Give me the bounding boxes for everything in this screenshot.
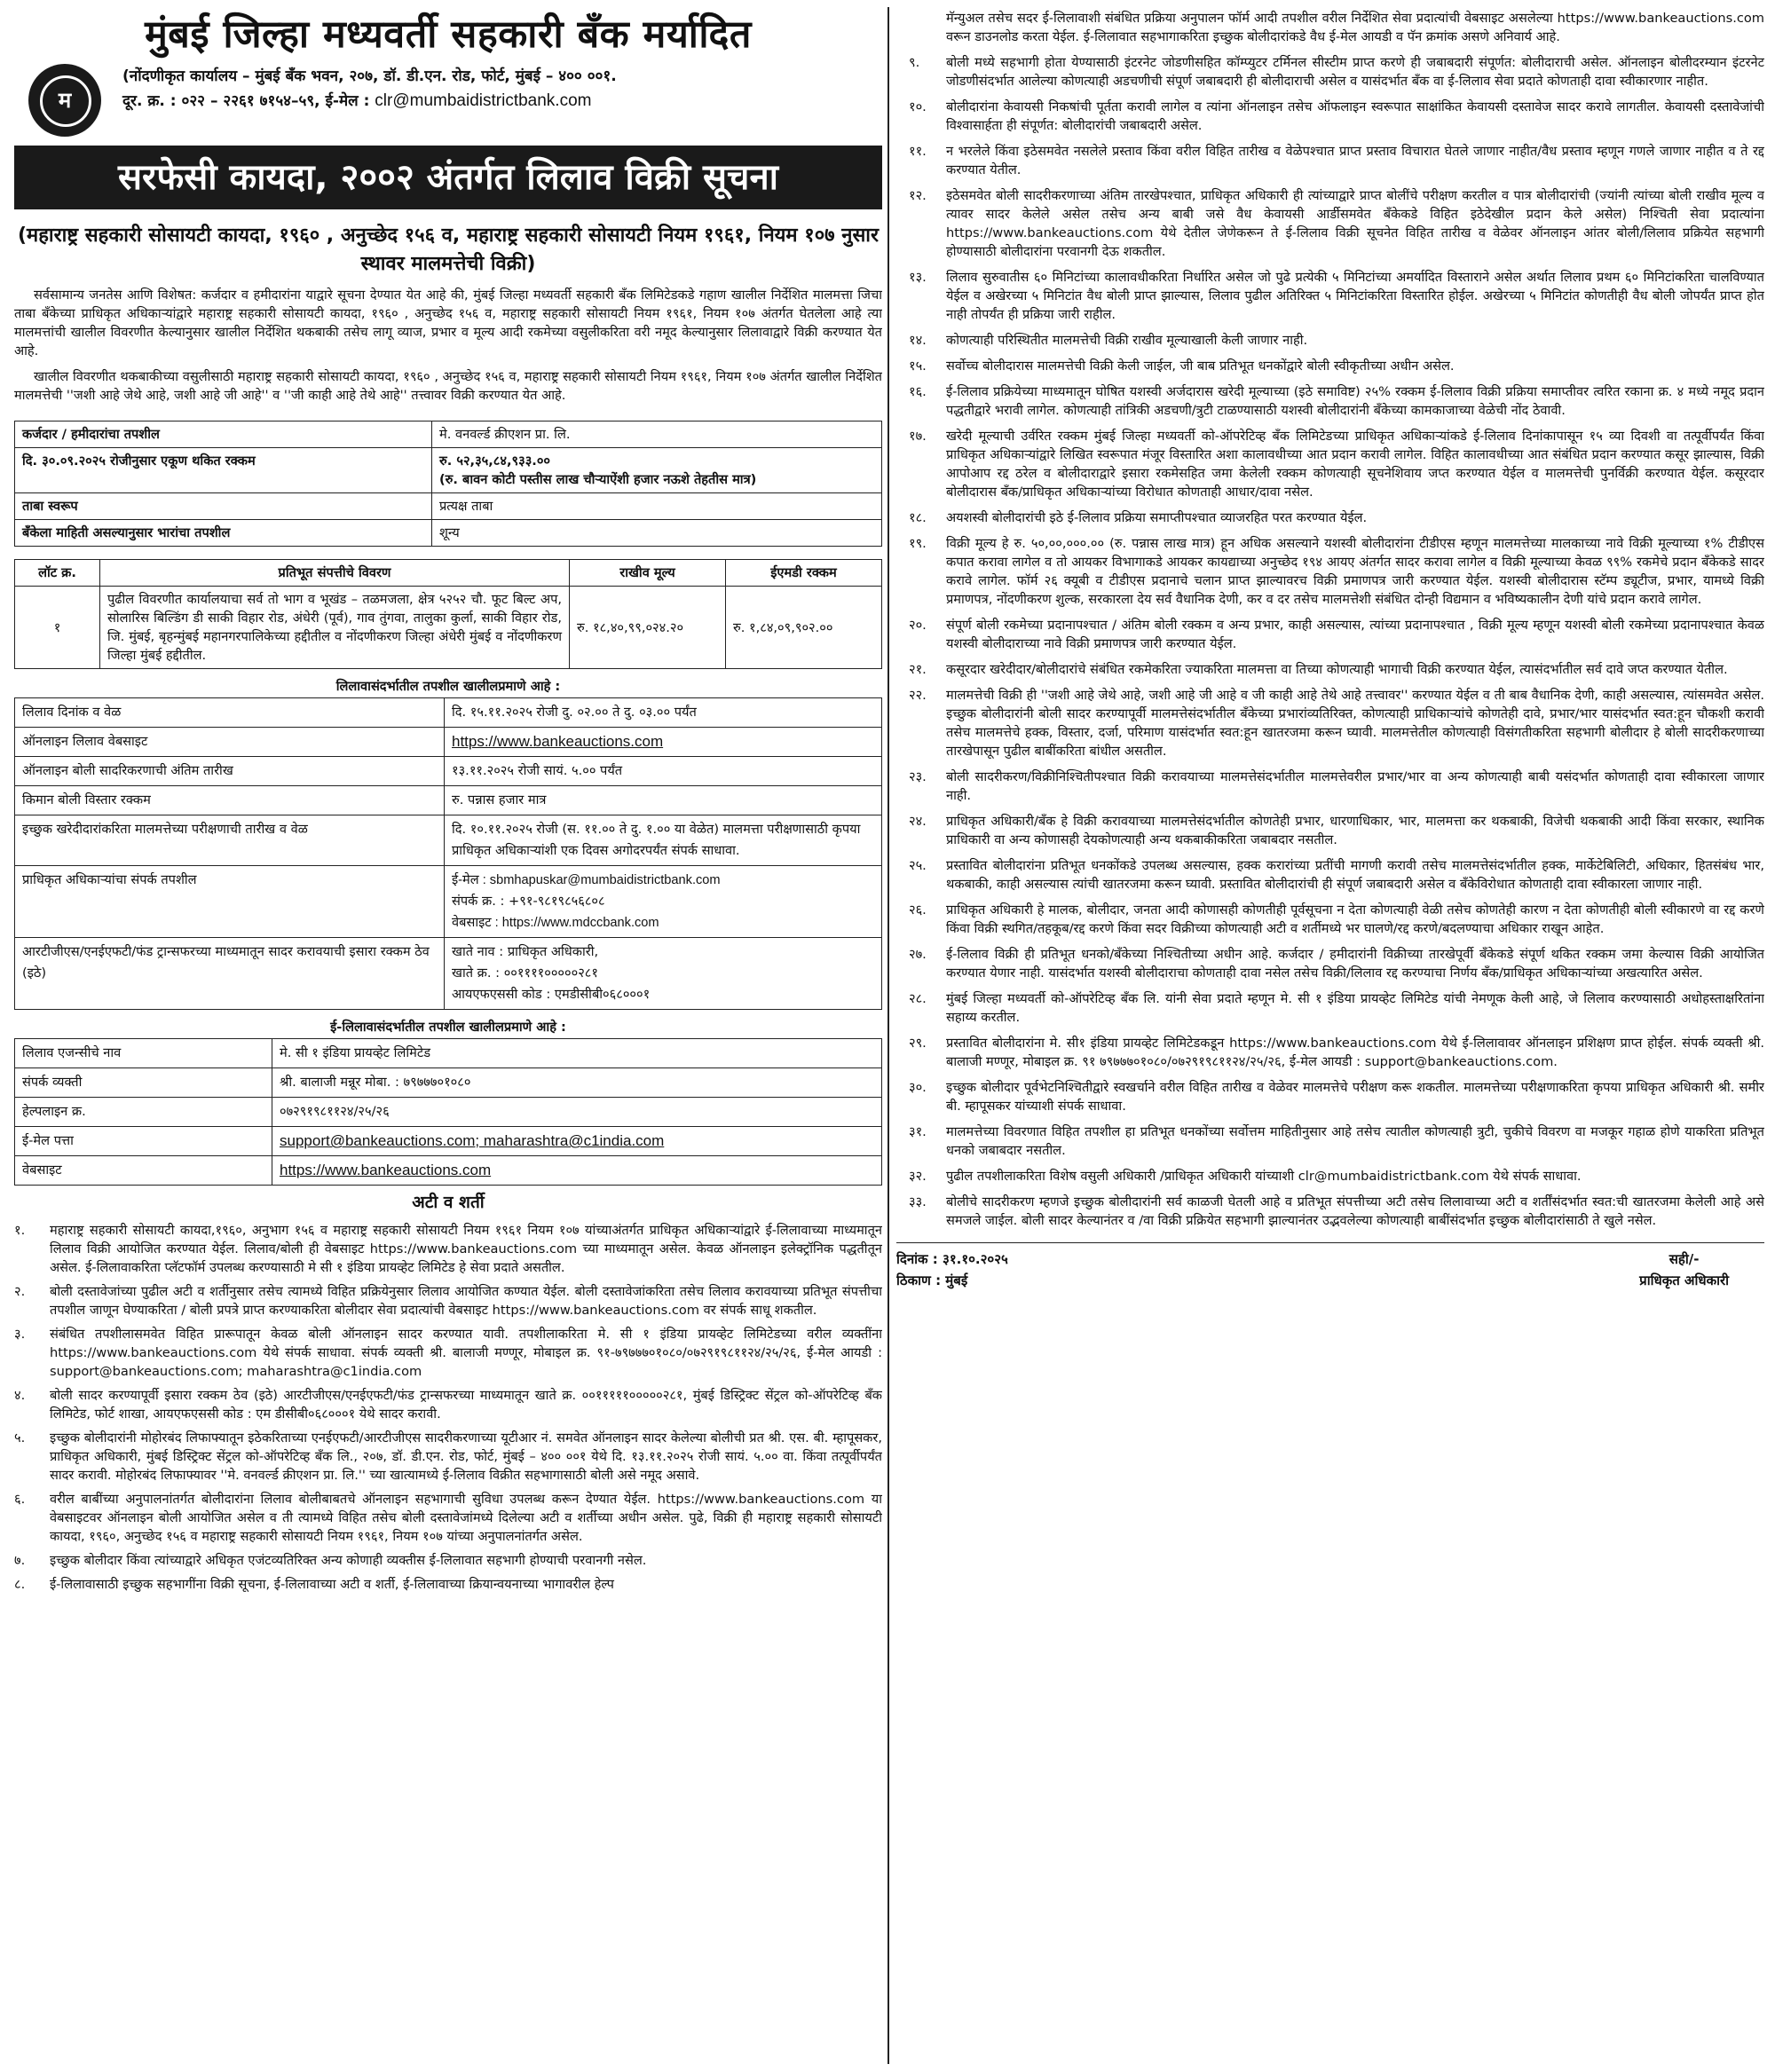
auction-value-cell xyxy=(445,815,882,866)
eauction-value: श्री. बालाजी मन्नूर मोबा. : ७९७७७०१०८० xyxy=(272,1068,882,1098)
borrower-value-words: (रु. बावन कोटी पस्तीस लाख चौऱ्याऐंशी हजार नऊशे तेहतीस मात्र) xyxy=(439,472,757,487)
term-number: १०. xyxy=(909,99,927,114)
auction-row xyxy=(15,757,882,786)
borrower-value-cell xyxy=(432,493,882,520)
contact-line xyxy=(122,89,617,114)
term-text: महाराष्ट्र सहकारी सोसायटी कायदा,१९६०, अनुभाग १५६ व महाराष्ट्र सहकारी सोसायटी नियम १९६१ नियम १०७ यांच्याअंतर्गत प्राधिकृत अधिकाऱ्यांद्वारे ई-लिलावाच्या माध्यमातून लिलाव विक्री आयोजित करण्यात येईल. लिलाव/बोली ही वेबसाइट https://www.bankeauctions.com च्या माध्यमातून असेल. केवळ ऑनलाइन इलेक्ट्रॉनिक पद्धतीतून असेल. ई-लिलावाकरिता प्लॅटफॉर्म उपलब्ध करण्यासाठी मे सी १ इंडिया प्रायव्हेट लिमिटेड हे सेवा प्रदाते असतील. xyxy=(50,1223,882,1275)
term-item xyxy=(896,382,1764,420)
term-text: प्रस्तावित बोलीदारांना प्रतिभूत धनकोंकडे उपलब्ध असल्यास, हक्क करारांच्या प्रतींची मागणी करावी तसेच मालमत्तेसंदर्भातील हक्क, मार्केटेबिलिटी, अधिकार, हितसंबंध भार, थकबाकी, काही असल्यास त्यांची खातरजमा करून घ्यावी. प्रस्तावित बोलीदारांची ही संपूर्ण जबाबदारी असेल व बँकेविरोधात कोणताही दावा स्वीकारला जाणार नाही. xyxy=(946,858,1764,892)
term-number: २३. xyxy=(909,769,927,784)
bank-email-link[interactable]: clr@mumbaidistrictbank.com xyxy=(375,91,592,110)
auction-label: किमान बोली विस्तार रक्कम xyxy=(15,786,445,815)
auction-row xyxy=(15,786,882,815)
term-item xyxy=(14,1490,882,1546)
term-number: ३३. xyxy=(909,1194,927,1209)
signature: सही/- xyxy=(1668,1251,1700,1267)
eauction-label: हेल्पलाइन क्र. xyxy=(15,1098,272,1127)
borrower-row xyxy=(15,520,882,547)
left-column xyxy=(14,9,882,2063)
auction-value-link[interactable]: वेबसाइट : https://www.mdccbank.com xyxy=(452,916,659,930)
term-text: वरील बाबींच्या अनुपालनांतर्गत बोलीदारांना लिलाव बोलीबाबतचे ऑनलाइन सहभागाची सुविधा उपलब्ध करून देण्यात येईल. https://www.bankeauctions.com या वेबसाइटवर ऑनलाइन बोली आयोजित असेल व ती त्यामध्ये विहित तसेच बोली दस्तावेजांमध्ये दिलेल्या अटी व शर्तीच्या अधीन असेल. पुढे, विक्री ही महाराष्ट्र सहकारी सोसायटी कायदा, १९६०, अनुच्छेद १५६ व महाराष्ट्र सहकारी सोसायटी नियम १९६१, नियम १०७ यांच्या अनुपालनांतर्गत असेल. xyxy=(50,1492,882,1544)
auction-row xyxy=(15,866,882,938)
auction-details-note: लिलावासंदर्भातील तपशील खालीलप्रमाणे आहे : xyxy=(335,679,561,694)
term-text: प्राधिकृत अधिकारी हे मालक, बोलीदार, जनता आदी कोणासही कोणतीही पूर्वसूचना न देता कोणत्याही वेळी तसेच कोणतेही कारण न देता कोणतीही बोली स्वीकारणे वा रद्द करणे किंवा विक्री स्थगित/तहकूब/रद्द करणे किंवा सदर विक्रीच्या कोणत्याही अटी व शर्तीमध्ये भर घालणे/रद्द करणे/बदलण्याचा अधिकार राखून आहेत. xyxy=(946,902,1764,936)
auction-value-cell xyxy=(445,938,882,1010)
eauction-row xyxy=(15,1039,882,1068)
term-number: १५. xyxy=(909,358,927,374)
eauction-row xyxy=(15,1156,882,1186)
term-number: ११. xyxy=(909,144,927,159)
term-text: मालमत्तेची विक्री ही ''जशी आहे जेथे आहे, जशी आहे जी आहे व जी काही आहे तेथे आहे तत्त्वावर'' करण्यात येईल व ती बाब वैधानिक देणी, काही असल्यास, त्यांसमवेत असेल. इच्छुक बोलीदारांनी बोली सादर करण्यापूर्वी मालमत्तेसंदर्भातील बँकेच्या प्रभारांव्यतिरिक्त, कोणत्याही प्राधिकाऱ्यांचे कोणतेही दावे, प्रभार/भार यासंदर्भात स्वत:हून चौकशी करावी तसेच मालमत्तेचे हक्क, विस्तार, दर्जा, परिमाण यासंदर्भात स्वत:हून खातरजमा करून घ्यावी. मालमत्तेतील कोणत्याही विसंगतीकरिता सहभागी बोलीदार हे बोली सादरीकरणाच्या तारखेपासून पुढील बाबींकरिता बांधील असतील. xyxy=(946,688,1764,759)
term-text: न भरलेले किंवा इठेसमवेत नसलेले प्रस्ताव किंवा वरील विहित तारीख व वेळेपश्चात प्राप्त प्रस्ताव विचारात घेतले जाणार नाहीत/वैध प्रस्ताव म्हणून गणले जाणार नाहीत व ते रद्द करण्यात येतील. xyxy=(946,144,1764,177)
term-item xyxy=(14,1386,882,1423)
term-text: ई-लिलावासाठी इच्छुक सहभागींना विक्री सूचना, ई-लिलावाच्या अटी व शर्ती, ई-लिलावाच्या क्रियान्वयनाच्या भागावरील हेल्प xyxy=(50,1577,614,1592)
auction-value: दि. १०.११.२०२५ रोजी (स. ११.०० ते दु. १.०० या वेळेत) मालमत्ता परीक्षणासाठी कृपया प्राधिकृत अधिकाऱ्यांशी एक दिवस अगोदरपर्यंत संपर्क साधावा. xyxy=(452,822,861,858)
footer-right xyxy=(1639,1249,1764,1291)
term-number: २५. xyxy=(909,858,927,873)
term-item xyxy=(896,98,1764,135)
eauction-label: ई-मेल पत्ता xyxy=(15,1127,272,1156)
borrower-row xyxy=(15,493,882,520)
auction-row xyxy=(15,938,882,1010)
property-row xyxy=(15,587,882,669)
col-emd: ईएमडी रक्कम xyxy=(726,560,882,587)
term-number: २८. xyxy=(909,991,927,1006)
terms-list-left xyxy=(14,1221,882,1594)
term-item xyxy=(896,686,1764,760)
borrower-row xyxy=(15,421,882,448)
terms-list-right xyxy=(896,53,1764,1230)
term-text: खरेदी मूल्याची उर्वरित रक्कम मुंबई जिल्हा मध्यवर्ती को-ऑपरेटिव्ह बँक लिमिटेडच्या प्राधिकृत अधिकाऱ्यांकडे ई-लिलाव दिनांकापासून १५ व्या दिवशी वा तत्पूर्वीपर्यंत किंवा प्राधिकृत अधिकाऱ्यांद्वारे लिखित स्वरूपात मंजूर विस्तारित अशा कालावधीच्या आत प्रदान करावी लागेल. विहित कालावधीच्या आत संबंधित प्रदान करण्यात कसूर झाल्यास, विक्री आपोआप रद्द ठरेल व बोलीदाराद्वारे इसारा रकमेसहित जमा केलेली रक्कम कोणत्याही सूचनेशिवाय जप्त करण्यात येईल व मालमत्तेची पुनर्विक्री करण्यात येईल. कसूरदार बोलीदारास बँक/प्राधिकृत अधिकाऱ्यांच्या विरोधात कोणताही आधार/दावा नसेल. xyxy=(946,429,1764,500)
eauction-value-link[interactable]: support@bankeauctions.com; maharashtra@c1india.com xyxy=(272,1127,882,1156)
eauction-value-link[interactable]: https://www.bankeauctions.com xyxy=(272,1156,882,1186)
term-item xyxy=(896,812,1764,849)
term-item xyxy=(896,616,1764,653)
office-address: (नोंदणीकृत कार्यालय – मुंबई बँक भवन, २०७, डॉ. डी.एन. रोड, फोर्ट, मुंबई – ४०० ००१. xyxy=(122,67,617,85)
term-item xyxy=(896,427,1764,501)
eauction-row xyxy=(15,1068,882,1098)
term-text: विक्री मूल्य हे रु. ५०,००,०००.०० (रु. पन्नास लाख मात्र) हून अधिक असल्याने यशस्वी बोलीदारांना टीडीएस म्हणून मालमत्तेच्या मालकाच्या नावे विक्री मूल्याच्या १% टीडीएस कपात करावा लागेल व तो आयकर विभागाकडे आयकर कायद्याच्या अनुच्छेद १९४ आयए अंतर्गत सादर करावा लागेल व विक्री मूल्याच्या केवळ ९९% रकमेचे प्रदान बँकेकडे सादर करावे लागेल. फॉर्म २६ क्यूबी व टीडीएस प्रदानाचे चलान प्राप्त झाल्यावरच विक्री प्रमाणपत्र जारी करण्यात येईल. यशस्वी बोलीदारास स्टॅम्प ड्यूटीज, प्रभार, यामध्ये विक्री प्रमाणपत्र, नोंदणीकरण शुल्क, सरकारला देय सर्व वैधानिक देणी, कर व दर तसेच मालमत्तेशी संबंधित दोन्ही विद्यमान व भविष्यकालीन देणी यांचे प्रदान करावे लागेल. xyxy=(946,536,1764,607)
eauction-row xyxy=(15,1127,882,1156)
column-divider xyxy=(888,7,889,2064)
term-number: १४. xyxy=(909,333,927,348)
auction-table xyxy=(14,697,882,1010)
borrower-label: दि. ३०.०९.२०२५ रोजीनुसार एकूण थकित रक्कम xyxy=(15,448,432,493)
notice-place: ठिकाण : मुंबई xyxy=(896,1272,968,1288)
borrower-label: ताबा स्वरूप xyxy=(15,493,432,520)
auction-label: आरटीजीएस/एनईएफटी/फंड ट्रान्सफरच्या माध्यमातून सादर करावयाची इसारा रक्कम ठेव (इठे) xyxy=(15,938,445,1010)
term-text: प्राधिकृत अधिकारी/बँक हे विक्री करावयाच्या मालमत्तेसंदर्भातील कोणतेही प्रभार, धारणाधिकार, भार, मालमत्ता कर थकबाकी, विजेची थकबाकी आदी किंवा सरकार, स्थानिक प्राधिकारी वा अन्य कोणासही देयकोणत्याही अन्य थकबाकीकरिता जबाबदार नसतील. xyxy=(946,814,1764,847)
term-item xyxy=(14,1575,882,1594)
term-text: बोलीदारांना केवायसी निकषांची पूर्तता करावी लागेल व त्यांना ऑनलाइन तसेच ऑफलाइन स्वरूपात साक्षांकित केवायसी दस्तावेज सादर करावे लागतील. केवायसी दस्तावेजांची विश्वासार्हता ही संपूर्णत: बोलीदारांची जबाबदारी असेल. xyxy=(946,99,1764,133)
auction-label: इच्छुक खरेदीदारांकरिता मालमत्तेच्या परीक्षणाची तारीख व वेळ xyxy=(15,815,445,866)
term-item xyxy=(896,1034,1764,1071)
term-number: २६. xyxy=(909,902,927,918)
term-number: १. xyxy=(14,1223,26,1238)
term-item xyxy=(14,1282,882,1320)
notice-banner: सरफेसी कायदा, २००२ अंतर्गत लिलाव विक्री सूचना xyxy=(14,146,882,209)
term-number: १८. xyxy=(909,510,927,525)
term-text: संबंधित तपशीलासमवेत विहित प्रारूपातून केवळ बोली ऑनलाइन सादर करण्यात यावी. तपशीलाकरिता मे. सी १ इंडिया प्रायव्हेट लिमिटेडच्या वरील व्यक्तींना https://www.bankeauctions.com येथे संपर्क साधावा. संपर्क व्यक्ती श्री. बालाजी मण्णूर, मोबाइल क्र. ९१-७९७७७०१०८०/०७२९१९८११२४/२५/२६, ई-मेल आयडी : support@bankeauctions.com; maharashtra@c1india.com xyxy=(50,1327,882,1379)
term-text: पुढील तपशीलाकरिता विशेष वसुली अधिकारी /प्राधिकृत अधिकारी यांच्याशी clr@mumbaidistrictbank.com येथे संपर्क साधावा. xyxy=(946,1169,1582,1184)
term-number: ४. xyxy=(14,1388,26,1403)
term-number: ३१. xyxy=(909,1124,927,1139)
auction-row xyxy=(15,815,882,866)
property-header-row xyxy=(15,560,882,587)
term-item xyxy=(896,660,1764,679)
term-text: बोलीचे सादरीकरण म्हणजे इच्छुक बोलीदारांनी सर्व काळजी घेतली आहे व प्रतिभूत संपत्तीच्या अटी तसेच लिलावाच्या अटी व शर्तींसंदर्भात स्वत:ची खातरजमा केलेली आहे असे समजले जाईल. बोली सादर केल्यानंतर व /वा विक्री प्रक्रियेत सहभागी झाल्यानंतर उद्भवलेल्या कोणत्याही बाबींसंदर्भात इच्छुक बोलीदारांसाठी ते खुले नसेल. xyxy=(946,1194,1764,1228)
auction-value: आयएफएससी कोड : एमडीसीबी०६८०००१ xyxy=(452,987,651,1002)
term-number: ८. xyxy=(14,1577,26,1592)
term-item xyxy=(896,268,1764,324)
term-number: १९. xyxy=(909,536,927,551)
auction-label: ऑनलाइन लिलाव वेबसाइट xyxy=(15,728,445,757)
term-number: २९. xyxy=(909,1036,927,1051)
term-item xyxy=(896,508,1764,527)
borrower-value: मे. वनवर्ल्ड क्रीएशन प्रा. लि. xyxy=(439,427,571,442)
term-item xyxy=(896,186,1764,261)
term-number: ९. xyxy=(909,55,920,70)
term-item xyxy=(896,989,1764,1027)
auction-value-cell xyxy=(445,866,882,938)
header-row xyxy=(14,64,882,137)
auction-value: रु. पन्नास हजार मात्र xyxy=(452,792,547,808)
property-table xyxy=(14,559,882,669)
term-number: २७. xyxy=(909,947,927,962)
term-item xyxy=(896,901,1764,938)
eauction-value: मे. सी १ इंडिया प्रायव्हेट लिमिटेड xyxy=(272,1039,882,1068)
borrower-value: रु. ५२,३५,८४,९३३.०० xyxy=(439,453,551,469)
right-column xyxy=(896,9,1764,2063)
term-number: ३०. xyxy=(909,1080,927,1095)
auction-value-cell xyxy=(445,757,882,786)
borrower-value: शून्य xyxy=(439,525,460,540)
term-item xyxy=(896,768,1764,805)
term-number: २४. xyxy=(909,814,927,829)
property-description: पुढील विवरणीत कार्यालयाचा सर्व तो भाग व भूखंड – तळमजला, क्षेत्र ५२५२ चौ. फूट बिल्ट अप, सोलारिस बिल्डिंग डी साकी विहार रोड, अंधेरी (पूर्व), गाव तुंगवा, तालुका कुर्ला, साकी विहार रोड, जि. मुंबई, बृहन्मुंबई महानगरपालिकेच्या हद्दीतील व नोंदणीकरण जिल्हा अंधेरी मुंबई व नोंदणीकरण जिल्हा मुंबई हद्दीतील. xyxy=(100,587,570,669)
term-number: ६. xyxy=(14,1492,26,1507)
email-label: ई-मेल : xyxy=(325,92,370,110)
bank-logo-icon: म xyxy=(28,64,101,137)
term-number: १६. xyxy=(909,384,927,399)
term-number: ५. xyxy=(14,1430,26,1446)
auction-label: ऑनलाइन बोली सादरिकरणाची अंतिम तारीख xyxy=(15,757,445,786)
auction-value: खाते क्र. : ००११११०००००२८१ xyxy=(452,965,598,981)
term-8-continued: मॅन्युअल तसेच सदर ई-लिलावाशी संबंधित प्रक्रिया अनुपालन फॉर्म आदी तपशील वरील निर्देशित सेवा प्रदात्यांची वेबसाइट असलेल्या https://www.bankeauctions.com वरून डाउनलोड करता येईल. ई-लिलावात सहभागाकरिता इच्छुक बोलीदारांकडे वैध ई-मेल आयडी व पॅन क्रमांक असणे अनिवार्य आहे. xyxy=(946,11,1764,44)
term-item xyxy=(896,142,1764,179)
borrower-value-cell xyxy=(432,520,882,547)
term-text: ई-लिलाव प्रक्रियेच्या माध्यमातून घोषित यशस्वी अर्जदारास खरेदी मूल्याच्या (इठे समाविष्ट) २५% रक्कम ई-लिलाव विक्री प्रक्रिया समाप्तीवर त्वरित रकाना क्र. ४ मध्ये नमूद प्रदान पद्धतीद्वारे भरावी लागेल. कोणत्याही तांत्रिकी अडचणी/त्रुटी टाळण्यासाठी यशस्वी बोलीदारांनी बँकेच्या कामकाजाच्या वेळेची नोंद ठेवावी. xyxy=(946,384,1764,418)
bank-name: मुंबई जिल्हा मध्यवर्ती सहकारी बँक मर्यादित xyxy=(145,12,752,57)
term-number: ३२. xyxy=(909,1169,927,1184)
emd-amount: रु. १,८४,०९,९०२.०० xyxy=(726,587,882,669)
auction-label: प्राधिकृत अधिकाऱ्यांचा संपर्क तपशील xyxy=(15,866,445,938)
eauction-row xyxy=(15,1098,882,1127)
bank-address xyxy=(122,64,617,114)
term-item xyxy=(896,1123,1764,1160)
term-item xyxy=(896,1193,1764,1230)
auction-value: १३.११.२०२५ रोजी सायं. ५.०० पर्यंत xyxy=(452,763,623,778)
term-text: लिलाव सुरुवातीस ६० मिनिटांच्या कालावधीकरिता निर्धारित असेल जो पुढे प्रत्येकी ५ मिनिटांच्या अमर्यादित विस्ताराने असेल अर्थात लिलाव प्रथम ६० मिनिटांकरिता चालविण्यात येईल व अखेरच्या ५ मिनिटांत वैध बोली प्राप्त झाल्यास, लिलाव पुढील अतिरिक्त ५ मिनिटांकरिता विस्तारित होईल. अखेरच्या ५ मिनिटांत कोणतीही वैध बोली जोपर्यंत प्राप्त होत नाही तोपर्यंत ही प्रक्रिया जारी राहील. xyxy=(946,270,1764,322)
term-text: कोणत्याही परिस्थितीत मालमत्तेची विक्री राखीव मूल्याखाली केली जाणार नाही. xyxy=(946,333,1308,348)
term-number: १७. xyxy=(909,429,927,444)
auction-value-link[interactable]: ई-मेल : sbmhapuskar@mumbaidistrictbank.com xyxy=(452,873,721,887)
term-number: ७. xyxy=(14,1553,26,1568)
term-item xyxy=(896,534,1764,609)
term-text: सर्वोच्च बोलीदारास मालमत्तेची विक्री केली जाईल, जी बाब प्रतिभूत धनकोंद्वारे बोली स्वीकृतीच्या अधीन असेल. xyxy=(946,358,1455,374)
term-number: २०. xyxy=(909,618,927,633)
signature-footer xyxy=(896,1242,1764,1291)
borrower-label: बँकेला माहिती असल्यानुसार भारांचा तपशील xyxy=(15,520,432,547)
footer-left xyxy=(896,1249,1008,1291)
eauction-label: संपर्क व्यक्ती xyxy=(15,1068,272,1098)
phone-number: दूर. क्र. : ०२२ – २२६१ ७१५४–५९, xyxy=(122,92,320,110)
term-item xyxy=(896,331,1764,350)
borrower-row xyxy=(15,448,882,493)
auction-value-link[interactable]: https://www.bankeauctions.com xyxy=(452,733,664,750)
term-item xyxy=(896,1078,1764,1115)
term-text: बोली मध्ये सहभागी होता येण्यासाठी इंटरनेट जोडणीसहित कॉम्प्युटर टर्मिनल सीस्टीम प्राप्त करणे ही जबाबदारी संपूर्णत: बोलीदाराची असेल. ऑनलाइन बोलीदरम्यान इंटरनेट जोडणीसंदर्भात आलेल्या कोणत्याही अडचणीची संपूर्ण जबाबदारी ही बोलीदाराची असेल व यासंदर्भात बँक वा ई-लिलाव सेवा प्रदाते कोणताही दावा स्वीकारणार नाहीत. xyxy=(946,55,1764,89)
eauction-table xyxy=(14,1038,882,1186)
auction-value: दि. १५.११.२०२५ रोजी दु. ०२.०० ते दु. ०३.०० पर्यंत xyxy=(452,705,697,720)
term-item xyxy=(896,357,1764,375)
eauction-label: लिलाव एजन्सीचे नाव xyxy=(15,1039,272,1068)
notice-subtitle: (महाराष्ट्र सहकारी सोसायटी कायदा, १९६० , अनुच्छेद १५६ व, महाराष्ट्र सहकारी सोसायटी नियम १९६१, नियम १०७ नुसार स्थावर मालमत्तेची विक्री) xyxy=(17,225,880,275)
eauction-label: वेबसाइट xyxy=(15,1156,272,1186)
terms-heading: अटी व शर्ती xyxy=(412,1193,485,1212)
auction-value-cell xyxy=(445,698,882,728)
intro-paragraph-2: खालील विवरणीत थकबाकीच्या वसुलीसाठी महाराष्ट्र सहकारी सोसायटी कायदा, १९६० , अनुच्छेद १५६ व, महाराष्ट्र सहकारी सोसायटी नियम १९६१, नियम १०७ अंतर्गत खालील निर्देशित मालमत्तेची ''जशी आहे जेथे आहे, जशी आहे जी आहे'' व ''जी काही आहे तेथे आहे'' तत्त्वावर विक्री करण्यात येत आहे. xyxy=(14,369,882,403)
term-text: मालमत्तेच्या विवरणात विहित तपशील हा प्रतिभूत धनकोंच्या सर्वोत्तम माहितीनुसार आहे तसेच त्यातील कोणत्याही त्रुटी, चुकीचे विवरण वा मजकूर गहाळ होणे याकरिता प्रतिभूत धनको जबाबदार नसतील. xyxy=(946,1124,1764,1158)
auction-value-cell xyxy=(445,786,882,815)
term-number: २१. xyxy=(909,662,927,677)
term-text: अयशस्वी बोलीदारांची इठे ई-लिलाव प्रक्रिया समाप्तीपश्चात व्याजरहित परत करण्यात येईल. xyxy=(946,510,1368,525)
lot-number: १ xyxy=(15,587,100,669)
auction-value-cell xyxy=(445,728,882,757)
term-text: इच्छुक बोलीदार किंवा त्यांच्याद्वारे अधिकृत एजंटव्यतिरिक्त अन्य कोणाही व्यक्तीस ई-लिलावात सहभागी होण्याची परवानगी नसेल. xyxy=(50,1553,647,1568)
term-item xyxy=(896,53,1764,91)
term-item xyxy=(896,856,1764,894)
term-text: मुंबई जिल्हा मध्यवर्ती को-ऑपरेटिव्ह बँक लि. यांनी सेवा प्रदाते म्हणून मे. सी १ इंडिया प्रायव्हेट लिमिटेड यांची नेमणूक केली आहे, जे लिलाव करण्यासाठी अधोहस्ताक्षरितांना सहाय्य करतील. xyxy=(946,991,1764,1025)
auction-value: संपर्क क्र. : +९१-९८१९८५६८०८ xyxy=(452,894,605,909)
auction-row xyxy=(15,698,882,728)
term-text: बोली दस्तावेजांच्या पुढील अटी व शर्तीनुसार तसेच त्यामध्ये विहित प्रक्रियेनुसार लिलाव आयोजित कण्यात येईल. बोली दस्तावेजांकरिता तसेच लिलाव करावयाच्या प्रतिभूत संपत्तीचा तपशील जाणून घेण्याकरिता / बोली प्रपत्रे प्राप्त करण्याकरिता बोलीदार सेवा प्रदात्यांची वेबसाइट https://www.bankeauctions.com वर संपर्क साधू शकतील. xyxy=(50,1284,882,1318)
term-text: बोली सादर करण्यापूर्वी इसारा रक्कम ठेव (इठे) आरटीजीएस/एनईएफटी/फंड ट्रान्सफरच्या माध्यमातून खाते क्र. ००१११११०००००२८१, मुंबई डिस्ट्रिक्ट सेंट्रल को-ऑपरेटिव्ह बँक लिमिटेड, फोर्ट शाखा, आयएफएससी कोड : एम डीसीबी०६८०००१ येथे सादर करावी. xyxy=(50,1388,882,1422)
reserve-price: रु. १८,४०,९९,०२४.२० xyxy=(570,587,726,669)
col-lot: लॉट क्र. xyxy=(15,560,100,587)
term-text: प्रस्तावित बोलीदारांना मे. सी१ इंडिया प्रायव्हेट लिमिटेडकडून https://www.bankeauctions.com येथे ई-लिलावावर ऑनलाइन प्रशिक्षण प्राप्त होईल. संपर्क व्यक्ती श्री. बालाजी मण्णूर, मोबाइल क्र. ९१ ७९७७७०१०८०/०७२९१९८११२४/२५/२६, ई-मेल आयडी : support@bankeauctions.com. xyxy=(946,1036,1764,1069)
term-number: १२. xyxy=(909,188,927,203)
term-text: इच्छुक बोलीदार पूर्वभेटनिश्चितीद्वारे स्वखर्चाने वरील विहित तारीख व वेळेवर मालमत्तेचे परीक्षण करू शकतील. मालमत्तेच्या परीक्षणाकरिता कृपया प्राधिकृत अधिकारी श्री. समीर बी. म्हापूसकर यांच्याशी संपर्क साधावा. xyxy=(946,1080,1764,1114)
term-item xyxy=(896,1167,1764,1186)
authorized-officer: प्राधिकृत अधिकारी xyxy=(1639,1272,1729,1288)
term-item xyxy=(896,945,1764,982)
term-item xyxy=(14,1429,882,1485)
term-number: २. xyxy=(14,1284,26,1299)
auction-label: लिलाव दिनांक व वेळ xyxy=(15,698,445,728)
eauction-details-note: ई-लिलावासंदर्भातील तपशील खालीलप्रमाणे आहे : xyxy=(330,1020,566,1035)
term-text: ई-लिलाव विक्री ही प्रतिभूत धनको/बँकेच्या निश्चितीच्या अधीन आहे. कर्जदार / हमीदारांनी विक्रीच्या तारखेपूर्वी बँकेकडे संपूर्ण थकित रक्कम जमा केल्यास विक्री आयोजित करण्यात येणार नाही. यासंदर्भात यशस्वी बोलीदाराचा कोणताही दावा नसेल तसेच विक्री/लिलाव रद्द करण्याचा निर्णय बँक/प्राधिकृत अधिकाऱ्यांच्या अखत्यारित असेल. xyxy=(946,947,1764,981)
borrower-label: कर्जदार / हमीदारांचा तपशील xyxy=(15,421,432,448)
col-reserve: राखीव मूल्य xyxy=(570,560,726,587)
term-item xyxy=(14,1551,882,1570)
term-number: १३. xyxy=(909,270,927,285)
term-number: २२. xyxy=(909,688,927,703)
borrower-table xyxy=(14,421,882,547)
auction-row xyxy=(15,728,882,757)
term-text: संपूर्ण बोली रकमेच्या प्रदानापश्चात / अंतिम बोली रक्कम व अन्य प्रभार, काही असल्यास, त्यांच्या प्रदानापश्चात , विक्री मूल्य म्हणून यशस्वी बोली रकमेच्या प्रदानापश्चात केवळ यशस्वी बोलीदाराच्या नावे विक्री प्रमाणपत्र जारी करण्यात येईल. xyxy=(946,618,1764,651)
term-text: इठेसमवेत बोली सादरीकरणाच्या अंतिम तारखेपश्चात, प्राधिकृत अधिकारी ही त्यांच्याद्वारे प्राप्त बोलींचे परीक्षण करतील व पात्र बोलीदारांची (ज्यांनी त्यांच्या बोली राखीव मूल्य व त्यावर सादर केलेले असेल तसेच अन्य बाबी जसे वैध केवायसी आर्डीसमवेत बँकेकडे विहित इठेदेखील प्रदान केले असेल) निश्चिती सेवा प्रदात्यांना https://www.bankeauctions.com येथे देतील जेणेकरून ते ई-लिलाव विक्री सूचनेत विहित तारीख व वेळेवर ऑनलाइन आंतर बोली/लिलाव प्रक्रियेत सहभागी होण्यासाठी बोलीदारांना परवानगी देऊ शकतील. xyxy=(946,188,1764,259)
intro-paragraph-1: सर्वसामान्य जनतेस आणि विशेषत: कर्जदार व हमीदारांना याद्वारे सूचना देण्यात येत आहे की, मुंबई जिल्हा मध्यवर्ती सहकारी बँक लिमिटेडकडे गहाण खालील निर्देशित मालमत्ता जिचा ताबा बँकेच्या प्राधिकृत अधिकाऱ्यांद्वारे महाराष्ट्र सहकारी सोसायटी कायदा, १९६० , अनुच्छेद १५६ व, महाराष्ट्र सहकारी सोसायटी नियम १९६१, नियम १०७ अंतर्गत घेतलेला आहे त्या मालमत्तांची खालील विवरणीत केल्यानुसार खालील निर्देशित थकबाकी तसेच लागू व्याज, प्रभार व मूल्य आदी रकमेच्या वसुलीकरिता वरी नमूद केल्यानुसार लिलावाद्वारे विक्री करण्यात येत आहे. xyxy=(14,288,882,358)
eauction-value: ०७२९१९८११२४/२५/२६ xyxy=(272,1098,882,1127)
col-description: प्रतिभूत संपत्तीचे विवरण xyxy=(100,560,570,587)
term-item xyxy=(14,1325,882,1381)
borrower-value: प्रत्यक्ष ताबा xyxy=(439,499,493,514)
term-item xyxy=(14,1221,882,1277)
notice-date: दिनांक : ३१.१०.२०२५ xyxy=(896,1251,1008,1267)
term-text: कसूरदार खरेदीदार/बोलीदारांचे संबंधित रकमेकरिता ज्याकरिता मालमत्ता वा तिच्या कोणत्याही भागाची विक्री करण्यात येईल, त्यासंदर्भातील सर्व दावे जप्त करण्यात येतील. xyxy=(946,662,1728,677)
borrower-value-cell xyxy=(432,448,882,493)
term-number: ३. xyxy=(14,1327,26,1342)
auction-value: खाते नाव : प्राधिकृत अधिकारी, xyxy=(452,944,599,959)
term-text: बोली सादरीकरण/विक्रीनिश्चितीपश्चात विक्री करावयाच्या मालमत्तेसंदर्भातील मालमत्तेवरील प्रभार/भार वा अन्य कोणत्याही बाबी यसंदर्भात कोणताही दावा स्वीकारला जाणार नाही. xyxy=(946,769,1764,803)
borrower-value-cell xyxy=(432,421,882,448)
term-text: इच्छुक बोलीदारांनी मोहोरबंद लिफाफ्यातून इठेकरिताच्या एनईएफटी/आरटीजीएस सादरीकरणाच्या यूटीआर नं. समवेत ऑनलाइन सादर केलेल्या बोलीची प्रत श्री. एस. बी. म्हापूसकर, प्राधिकृत अधिकारी, मुंबई डिस्ट्रिक्ट सेंट्रल को-ऑपरेटिव्ह बँक लि., २०७, डॉ. डी.एन. रोड, फोर्ट, मुंबई – ४०० ००१ येथे दि. १३.११.२०२५ रोजी सायं. ५.०० वा. किंवा तत्पूर्वीपर्यंत सादर करावी. मोहोरबंद लिफाफ्यावर ''मे. वनवर्ल्ड क्रीएशन प्रा. लि.'' च्या खात्यामध्ये ई-लिलाव विक्रीत सहभागासाठी बोली असे नमूद असावे. xyxy=(50,1430,882,1483)
